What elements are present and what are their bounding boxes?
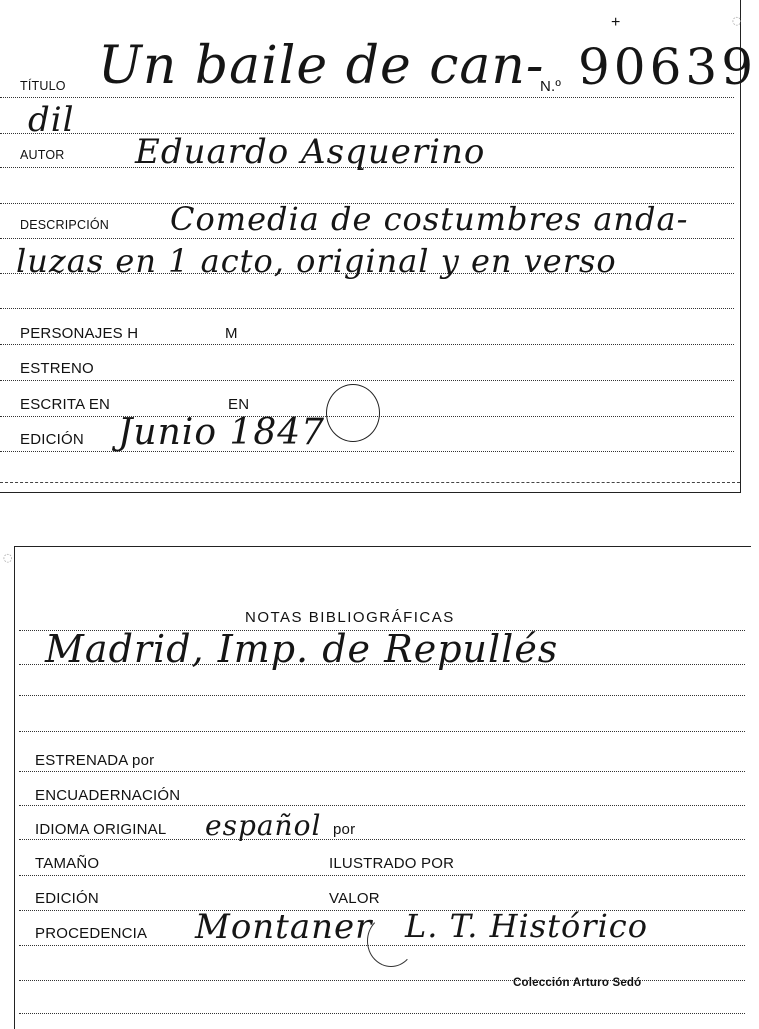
- rule: [0, 238, 734, 239]
- corner-mark: ◌: [3, 551, 13, 564]
- notas-heading: NOTAS BIBLIOGRÁFICAS: [245, 609, 455, 626]
- rule: [0, 380, 734, 381]
- rule: [0, 451, 734, 452]
- escrita-en-label: ESCRITA EN: [20, 396, 111, 413]
- catalog-card-top: [0, 0, 758, 493]
- rule: [19, 839, 745, 840]
- rule: [0, 97, 734, 98]
- personajes-h-label: PERSONAJES H: [20, 325, 139, 342]
- punch-hole: [326, 384, 380, 442]
- titulo-value-continued: dil: [28, 100, 75, 140]
- edicion-label: EDICIÓN: [35, 890, 99, 907]
- descripcion-value-continued: luzas en 1 acto, original y en verso: [16, 242, 617, 280]
- procedencia-value: Montaner: [195, 907, 373, 947]
- rule: [0, 308, 734, 309]
- corner-mark: ◌: [732, 14, 742, 27]
- valor-label: VALOR: [329, 890, 380, 907]
- rule: [19, 1013, 745, 1014]
- numero-label: N.º: [540, 78, 562, 95]
- card-edge: [0, 482, 740, 483]
- rule: [19, 731, 745, 732]
- edicion-label: EDICIÓN: [20, 431, 84, 448]
- idioma-original-value: español: [205, 809, 322, 842]
- rule: [19, 805, 745, 806]
- edicion-value: Junio 1847: [118, 412, 326, 453]
- ilustrado-por-label: ILUSTRADO POR: [329, 855, 455, 872]
- catalog-card-bottom: [3, 546, 751, 1029]
- numero-value: 90639: [578, 38, 758, 96]
- coleccion-footer: Colección Arturo Sedó: [513, 977, 642, 989]
- autor-value: Eduardo Asquerino: [135, 132, 486, 172]
- tamano-label: TAMAÑO: [35, 855, 100, 872]
- procedencia-extra-value: L. T. Histórico: [405, 907, 648, 945]
- rule: [19, 771, 745, 772]
- en-label: EN: [228, 396, 250, 413]
- autor-label: AUTOR: [20, 148, 65, 162]
- idioma-por-label: por: [333, 821, 356, 838]
- titulo-label: TÍTULO: [20, 79, 66, 93]
- titulo-value: Un baile de can-: [98, 36, 545, 96]
- rule: [19, 695, 745, 696]
- rule: [0, 344, 734, 345]
- descripcion-label: DESCRIPCIÓN: [20, 218, 110, 232]
- notas-value: Madrid, Imp. de Repullés: [45, 627, 559, 671]
- rule: [19, 875, 745, 876]
- procedencia-label: PROCEDENCIA: [35, 925, 148, 942]
- estrenada-por-label: ESTRENADA por: [35, 752, 155, 769]
- estreno-label: ESTRENO: [20, 360, 94, 377]
- personajes-m-label: M: [225, 325, 238, 342]
- plus-mark: +: [611, 14, 621, 31]
- descripcion-value: Comedia de costumbres anda-: [170, 200, 689, 238]
- encuadernacion-label: ENCUADERNACIÓN: [35, 787, 181, 804]
- idioma-original-label: IDIOMA ORIGINAL: [35, 821, 167, 838]
